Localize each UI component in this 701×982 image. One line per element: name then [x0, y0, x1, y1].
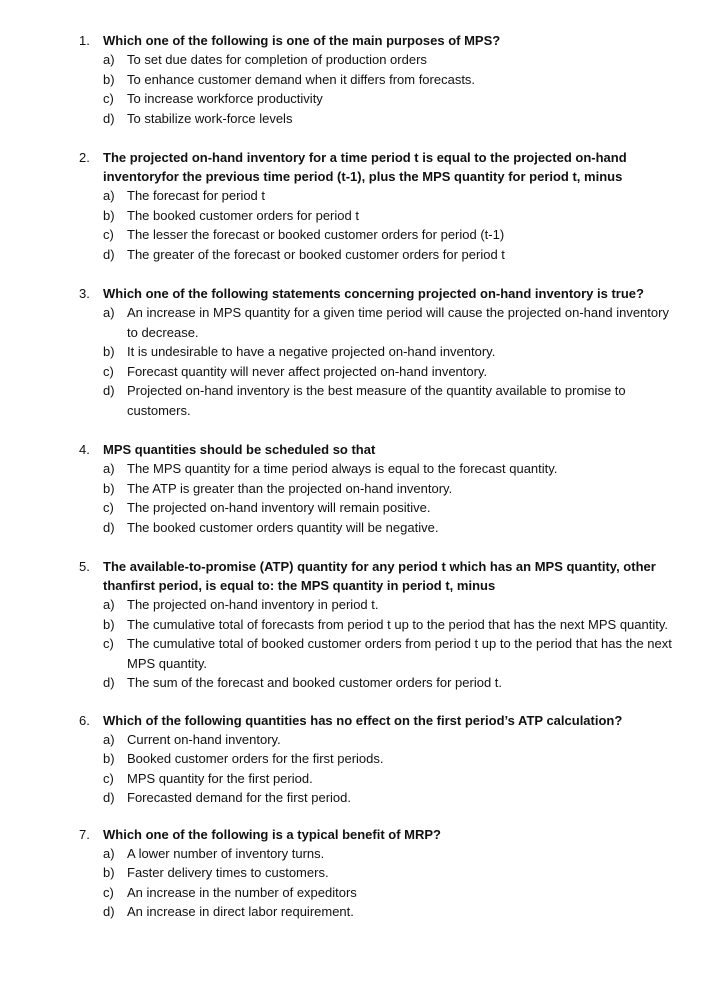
option-text: The booked customer orders for period t: [127, 207, 359, 223]
option-b: [0, 70, 701, 90]
option-letter: c): [103, 91, 114, 106]
option-text: A lower number of inventory turns.: [127, 845, 325, 861]
question-header: [0, 711, 701, 730]
option-c: [0, 634, 701, 673]
option-b: [0, 342, 701, 362]
option-text: An increase in the number of expeditors: [127, 884, 357, 900]
question-text: The available-to-promise (ATP) quantity for any period t which has an MPS quantity, other thanfirst period, is equal to: the MPS quantity in period t, minus: [103, 559, 656, 593]
option-d: [0, 788, 701, 808]
option-text: The cumulative total of forecasts from period t up to the period that has the next MPS quantity.: [127, 616, 668, 632]
option-text: To enhance customer demand when it differs from forecasts.: [127, 71, 476, 87]
option-text: To stabilize work-force levels: [127, 110, 293, 126]
option-c: [0, 362, 701, 382]
option-letter: d): [103, 675, 115, 690]
quiz-document: [0, 31, 701, 922]
question-1: [0, 31, 701, 128]
option-letter: c): [103, 636, 114, 651]
option-letter: a): [103, 52, 115, 67]
option-text: The ATP is greater than the projected on-hand inventory.: [127, 480, 453, 496]
option-letter: a): [103, 188, 115, 203]
option-text: The MPS quantity for a time period always is equal to the forecast quantity.: [127, 461, 558, 476]
option-letter: a): [103, 845, 115, 861]
option-d: [0, 245, 701, 265]
option-letter: b): [103, 344, 115, 359]
question-text: Which of the following quantities has no effect on the first period’s ATP calculation?: [103, 712, 623, 728]
option-d: [0, 381, 701, 420]
option-text: Booked customer orders for the first periods.: [127, 751, 384, 766]
option-c: [0, 769, 701, 789]
question-number: 2.: [79, 150, 90, 165]
option-c: [0, 883, 701, 903]
option-letter: d): [103, 246, 115, 262]
question-5: [0, 557, 701, 693]
question-text: Which one of the following statements concerning projected on-hand inventory is true?: [103, 286, 644, 301]
question-number: 6.: [79, 712, 90, 728]
option-letter: d): [103, 383, 115, 398]
option-c: [0, 89, 701, 109]
option-text: Forecasted demand for the first period.: [127, 790, 352, 805]
option-a: [0, 730, 701, 750]
option-letter: a): [103, 461, 115, 476]
option-d: [0, 902, 701, 922]
option-text: Current on-hand inventory.: [127, 731, 281, 747]
option-letter: b): [103, 616, 115, 632]
option-b: [0, 863, 701, 883]
question-number: 5.: [79, 559, 90, 574]
option-b: [0, 479, 701, 499]
question-text: Which one of the following is one of the main purposes of MPS?: [103, 33, 501, 48]
option-letter: b): [103, 751, 115, 766]
question-text: MPS quantities should be scheduled so that: [103, 442, 376, 457]
question-header: [0, 825, 701, 844]
option-text: The greater of the forecast or booked customer orders for period t: [127, 246, 505, 262]
question-text: The projected on-hand inventory for a time period t is equal to the projected on-hand inventoryfor the previous time period (t-1), plus the MPS quantity for period t, minus: [103, 150, 627, 184]
option-letter: b): [103, 207, 115, 223]
option-text: To set due dates for completion of production orders: [127, 52, 427, 67]
option-c: [0, 225, 701, 245]
option-d: [0, 518, 701, 538]
question-header: [0, 557, 701, 595]
question-number: 1.: [79, 33, 90, 48]
option-text: MPS quantity for the first period.: [127, 770, 313, 786]
option-letter: d): [103, 904, 115, 919]
question-7: [0, 825, 701, 922]
option-d: [0, 109, 701, 129]
option-letter: b): [103, 480, 115, 496]
option-letter: b): [103, 71, 115, 87]
option-a: [0, 186, 701, 206]
question-3: [0, 284, 701, 420]
option-text: An increase in direct labor requirement.: [127, 904, 354, 919]
question-6: [0, 711, 701, 808]
question-4: [0, 440, 701, 537]
option-text: Projected on-hand inventory is the best measure of the quantity available to promise to customers.: [127, 383, 626, 418]
option-letter: c): [103, 500, 114, 515]
option-letter: c): [103, 770, 114, 786]
question-header: [0, 31, 701, 50]
option-a: [0, 303, 701, 342]
option-letter: c): [103, 227, 114, 242]
option-text: The cumulative total of booked customer orders from period t up to the period that has the next MPS quantity.: [127, 636, 672, 671]
option-text: The forecast for period t: [127, 188, 266, 203]
option-text: An increase in MPS quantity for a given time period will cause the projected on-hand inventory to decrease.: [127, 305, 669, 340]
question-number: 4.: [79, 442, 90, 457]
option-text: The projected on-hand inventory will remain positive.: [127, 500, 431, 515]
option-text: Forecast quantity will never affect projected on-hand inventory.: [127, 363, 488, 379]
option-text: To increase workforce productivity: [127, 91, 323, 106]
option-text: The projected on-hand inventory in period t.: [127, 597, 379, 612]
option-letter: a): [103, 597, 115, 612]
option-d: [0, 673, 701, 693]
option-text: It is undesirable to have a negative projected on-hand inventory.: [127, 344, 496, 359]
option-a: [0, 50, 701, 70]
question-number: 3.: [79, 286, 90, 301]
option-a: [0, 595, 701, 615]
option-letter: d): [103, 790, 115, 805]
option-letter: a): [103, 305, 115, 320]
option-letter: a): [103, 731, 115, 747]
option-letter: b): [103, 865, 115, 880]
option-text: The booked customer orders quantity will be negative.: [127, 519, 439, 535]
option-text: The lesser the forecast or booked customer orders for period (t-1): [127, 227, 505, 242]
question-text: Which one of the following is a typical benefit of MRP?: [103, 826, 441, 842]
question-2: [0, 148, 701, 264]
option-a: [0, 844, 701, 864]
option-text: The sum of the forecast and booked customer orders for period t.: [127, 675, 503, 690]
question-header: [0, 148, 701, 186]
option-letter: c): [103, 363, 114, 379]
option-b: [0, 206, 701, 226]
question-header: [0, 440, 701, 459]
option-b: [0, 615, 701, 635]
option-c: [0, 498, 701, 518]
question-number: 7.: [79, 826, 90, 842]
option-letter: c): [103, 884, 114, 900]
option-letter: d): [103, 110, 115, 126]
option-a: [0, 459, 701, 479]
option-text: Faster delivery times to customers.: [127, 865, 329, 880]
option-b: [0, 749, 701, 769]
option-letter: d): [103, 519, 115, 535]
question-header: [0, 284, 701, 303]
